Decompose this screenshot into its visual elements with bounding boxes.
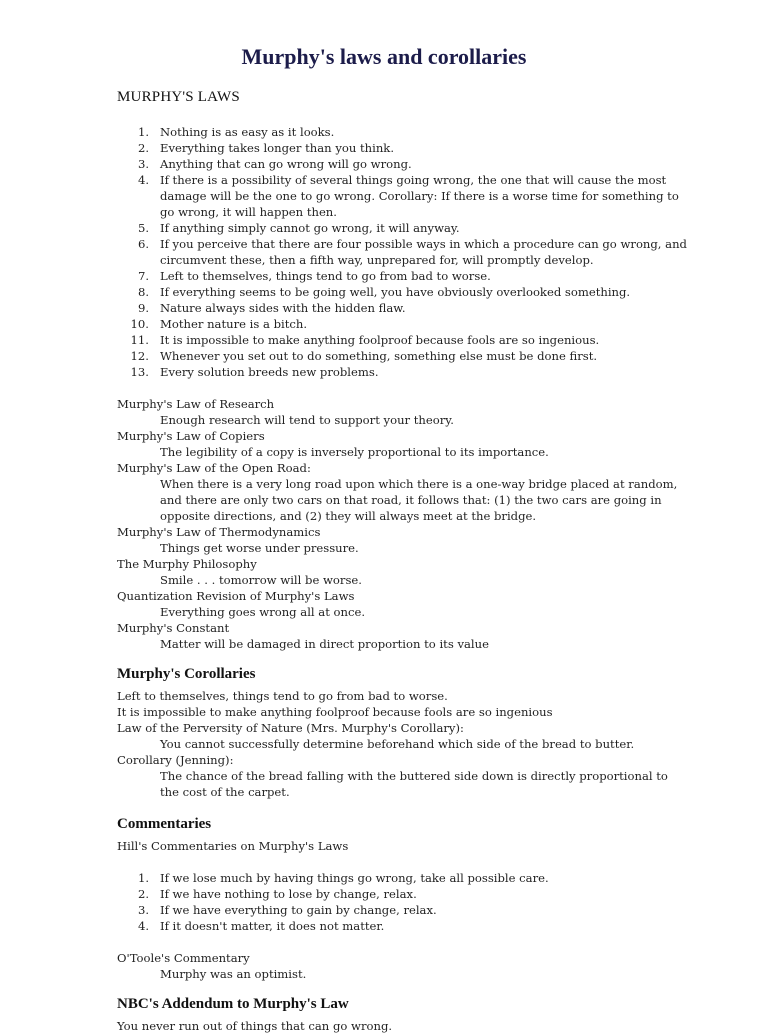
list-item-text: If we have nothing to lose by change, relax. bbox=[160, 887, 417, 901]
commentary-title: O'Toole's Commentary bbox=[117, 951, 250, 965]
list-item-text: Nothing is as easy as it looks. bbox=[160, 125, 335, 139]
law-name: Murphy's Law of Research bbox=[117, 397, 275, 411]
corollary-name: Law of the Perversity of Nature (Mrs. Murphy's Corollary): bbox=[117, 721, 464, 735]
list-item-text: Whenever you set out to do something, something else must be done first. bbox=[160, 349, 598, 363]
corollary-text: It is impossible to make anything foolproof because fools are so ingenious bbox=[117, 705, 553, 719]
list-item-number: 6. bbox=[137, 237, 149, 251]
law-text: Matter will be damaged in direct proportion to its value bbox=[160, 637, 489, 651]
list-item-text: Anything that can go wrong will go wrong. bbox=[160, 157, 412, 171]
list-item-text: If we have everything to gain by change, relax. bbox=[160, 903, 437, 917]
corollary-text: You cannot successfully determine beforehand which side of the bread to butter. bbox=[160, 737, 635, 751]
list-item-number: 8. bbox=[137, 285, 149, 299]
section-heading-corollaries: Murphy's Corollaries bbox=[117, 666, 256, 682]
law-name: Murphy's Law of Copiers bbox=[117, 429, 265, 443]
law-text: The legibility of a copy is inversely proportional to its importance. bbox=[160, 445, 549, 459]
section-heading-nbc-addendum: NBC's Addendum to Murphy's Law bbox=[117, 996, 349, 1012]
list-item-text: If anything simply cannot go wrong, it will anyway. bbox=[160, 221, 460, 235]
list-item-number: 9. bbox=[137, 301, 149, 315]
list-item-text: If it doesn't matter, it does not matter. bbox=[160, 919, 385, 933]
section-heading-commentaries: Commentaries bbox=[117, 816, 212, 832]
list-item-number: 11. bbox=[130, 333, 149, 347]
list-item-number: 5. bbox=[137, 221, 149, 235]
list-item-text: If you perceive that there are four possible ways in which a procedure can go wrong, and bbox=[160, 237, 687, 251]
corollary-text: The chance of the bread falling with the buttered side down is directly proportional to bbox=[160, 769, 668, 783]
list-item-text: Nature always sides with the hidden flaw. bbox=[160, 301, 406, 315]
law-name: Murphy's Constant bbox=[117, 621, 230, 635]
law-name: Quantization Revision of Murphy's Laws bbox=[117, 589, 355, 603]
list-item-text: circumvent these, then a fifth way, unprepared for, will promptly develop. bbox=[160, 253, 594, 267]
list-item-number: 12. bbox=[130, 349, 149, 363]
corollary-name: Corollary (Jenning): bbox=[117, 753, 234, 767]
list-item-text: damage will be the one to go wrong. Corollary: If there is a worse time for something to bbox=[160, 189, 679, 203]
list-item-number: 1. bbox=[137, 871, 149, 885]
corollary-text: Left to themselves, things tend to go from bad to worse. bbox=[117, 689, 448, 703]
list-item-number: 10. bbox=[130, 317, 149, 331]
list-item-text: Every solution breeds new problems. bbox=[160, 365, 379, 379]
list-item-number: 4. bbox=[137, 173, 149, 187]
law-text: opposite directions, and (2) they will always meet at the bridge. bbox=[160, 509, 537, 523]
law-name: The Murphy Philosophy bbox=[117, 557, 257, 571]
addendum-text: You never run out of things that can go wrong. bbox=[117, 1019, 393, 1033]
law-text: Smile . . . tomorrow will be worse. bbox=[160, 573, 362, 587]
list-item-text: go wrong, it will happen then. bbox=[160, 205, 337, 219]
list-item-number: 3. bbox=[137, 903, 149, 917]
law-text: Enough research will tend to support your theory. bbox=[160, 413, 454, 427]
list-item-number: 3. bbox=[137, 157, 149, 171]
list-item-number: 4. bbox=[137, 919, 149, 933]
law-name: Murphy's Law of the Open Road: bbox=[117, 461, 311, 475]
law-text: Everything goes wrong all at once. bbox=[160, 605, 366, 619]
page-title: Murphy's laws and corollaries bbox=[241, 44, 527, 69]
law-text: When there is a very long road upon which there is a one-way bridge placed at random, bbox=[160, 477, 678, 491]
list-item-number: 7. bbox=[137, 269, 149, 283]
list-item-text: Everything takes longer than you think. bbox=[160, 141, 395, 155]
list-item-text: If there is a possibility of several things going wrong, the one that will cause the most bbox=[160, 173, 667, 187]
list-item-number: 2. bbox=[137, 141, 149, 155]
commentary-text: Murphy was an optimist. bbox=[160, 967, 307, 981]
list-item-text: If everything seems to be going well, you have obviously overlooked something. bbox=[160, 285, 631, 299]
list-item-text: Mother nature is a bitch. bbox=[160, 317, 308, 331]
law-name: Murphy's Law of Thermodynamics bbox=[117, 525, 321, 539]
list-item-number: 13. bbox=[130, 365, 149, 379]
list-item-text: If we lose much by having things go wrong, take all possible care. bbox=[160, 871, 549, 885]
list-item-text: It is impossible to make anything foolproof because fools are so ingenious. bbox=[160, 333, 600, 347]
list-item-text: Left to themselves, things tend to go from bad to worse. bbox=[160, 269, 491, 283]
list-item-number: 2. bbox=[137, 887, 149, 901]
law-text: Things get worse under pressure. bbox=[160, 541, 359, 555]
list-item-number: 1. bbox=[137, 125, 149, 139]
corollary-text: the cost of the carpet. bbox=[160, 785, 290, 799]
section-heading-murphys-laws: MURPHY'S LAWS bbox=[117, 89, 240, 105]
law-text: and there are only two cars on that road, it follows that: (1) the two cars are going in bbox=[160, 493, 662, 507]
commentary-title: Hill's Commentaries on Murphy's Laws bbox=[117, 839, 349, 853]
